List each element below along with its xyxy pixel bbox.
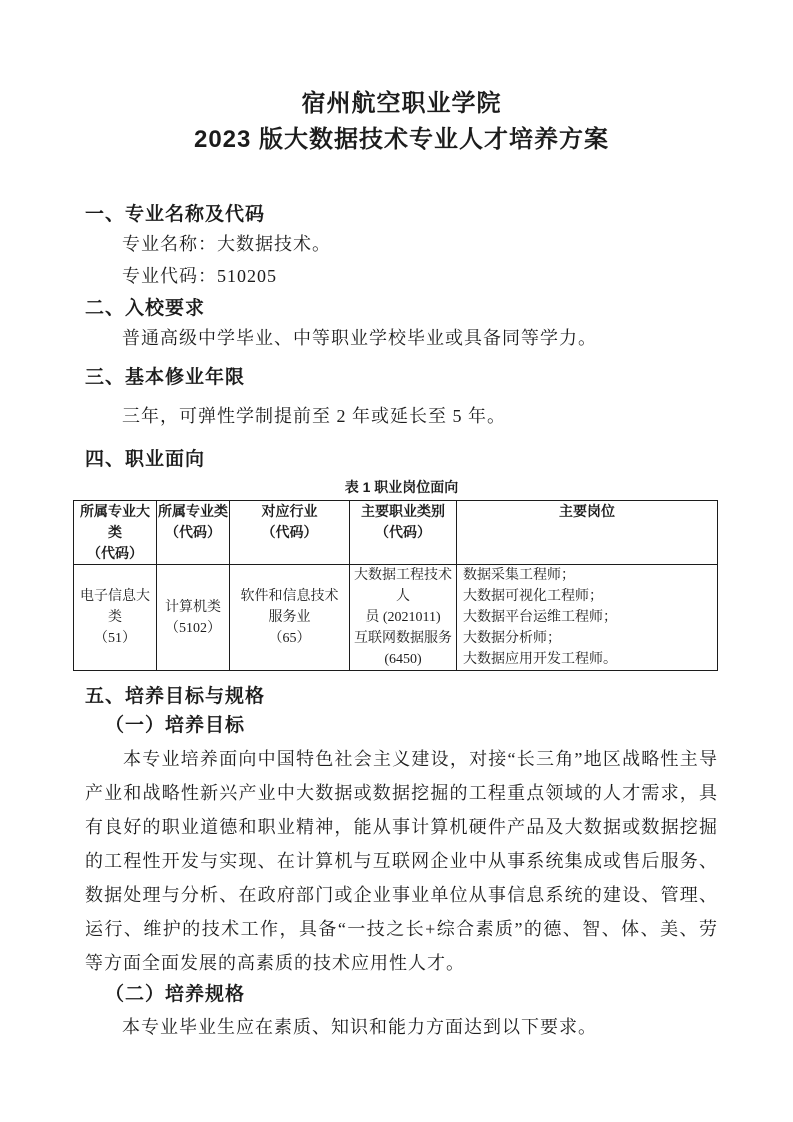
cell-line: 软件和信息技术: [240, 589, 339, 604]
subsection-2-heading: （二）培养规格: [105, 984, 246, 1005]
major-name-line: 专业名称：大数据技术。: [122, 234, 331, 254]
cell-line: 员 (2021011): [365, 610, 441, 625]
cell-line: 电子信息大类: [80, 589, 150, 625]
header-occupation-category: [350, 501, 457, 565]
header-industry: [230, 501, 350, 565]
cell-line: 服务业: [268, 610, 311, 625]
header-line: 主要岗位: [559, 503, 615, 519]
cell-line: 计算机类: [165, 599, 221, 615]
cell-line: 数据采集工程师；: [463, 568, 575, 583]
table-caption: 表 1 职业岗位面向: [344, 479, 459, 495]
section-1-heading: 一、专业名称及代码: [85, 204, 266, 225]
cell-line: 大数据分析师；: [463, 631, 561, 646]
header-line: 主要职业类别: [361, 503, 445, 519]
header-line: 所属专业大类: [80, 503, 150, 540]
cell-line: 大数据可视化工程师；: [463, 589, 603, 604]
section-4-heading: 四、职业面向: [85, 449, 206, 470]
section-5-heading: 五、培养目标与规格: [85, 686, 266, 707]
header-line: （代码）: [165, 524, 221, 540]
cell-major-class: [157, 565, 230, 671]
subsection-1-heading: （一）培养目标: [105, 715, 246, 736]
cell-line: 大数据平台运维工程师；: [463, 610, 617, 625]
major-code-line: 专业代码：510205: [122, 266, 277, 286]
table-header-row: [74, 501, 718, 565]
cell-line: （5102）: [165, 620, 221, 636]
header-line: （代码）: [261, 524, 318, 540]
training-spec-line: 本专业毕业生应在素质、知识和能力方面达到以下要求。: [122, 1017, 597, 1037]
table-row: [74, 565, 718, 671]
cell-line: 大数据应用开发工程师。: [463, 652, 617, 667]
header-main-positions: [457, 501, 718, 565]
section-2-heading: 二、入校要求: [85, 298, 206, 319]
cell-line: 互联网数据服务: [354, 631, 452, 646]
cell-occupation-category: [350, 565, 457, 671]
header-line: 所属专业类: [158, 503, 228, 519]
section-3-heading: 三、基本修业年限: [85, 367, 246, 388]
cell-line: （65）: [268, 631, 311, 646]
training-objective-paragraph: 本专业培养面向中国特色社会主义建设，对接“长三角”地区战略性主导产业和战略性新兴产业中大数据或数据挖掘的工程重点领域的人才需求，具有良好的职业道德和职业精神，能从事计算机硬件产品及大数据或数据挖掘的工程性开发与实现、在计算机与互联网企业中从事系统集成或售后服务、数据处理与分析、在政府部门或企业事业单位从事信息系统的建设、管理、运行、维护的技术工作，具备“一技之长+综合素质”的德、智、体、美、劳等方面全面发展的高素质的技术应用性人才。: [85, 749, 718, 973]
cell-line: (6450): [384, 652, 422, 667]
header-line: （代码）: [87, 545, 143, 561]
header-major-category: [74, 501, 157, 565]
plan-title: 2023 版大数据技术专业人才培养方案: [193, 126, 610, 153]
header-line: （代码）: [375, 524, 431, 540]
study-duration-line: 三年，可弹性学制提前至 2 年或延长至 5 年。: [122, 406, 506, 426]
cell-industry: [230, 565, 350, 671]
cell-line: （51）: [94, 631, 136, 646]
cell-major-category: [74, 565, 157, 671]
admission-requirement-line: 普通高级中学毕业、中等职业学校毕业或具备同等学力。: [122, 328, 597, 348]
cell-line: 大数据工程技术人: [354, 568, 452, 604]
header-major-class: [157, 501, 230, 565]
cell-main-positions: [457, 565, 718, 671]
college-title: 宿州航空职业学院: [301, 90, 502, 117]
header-line: 对应行业: [261, 503, 318, 519]
job-orientation-table: [73, 500, 718, 671]
